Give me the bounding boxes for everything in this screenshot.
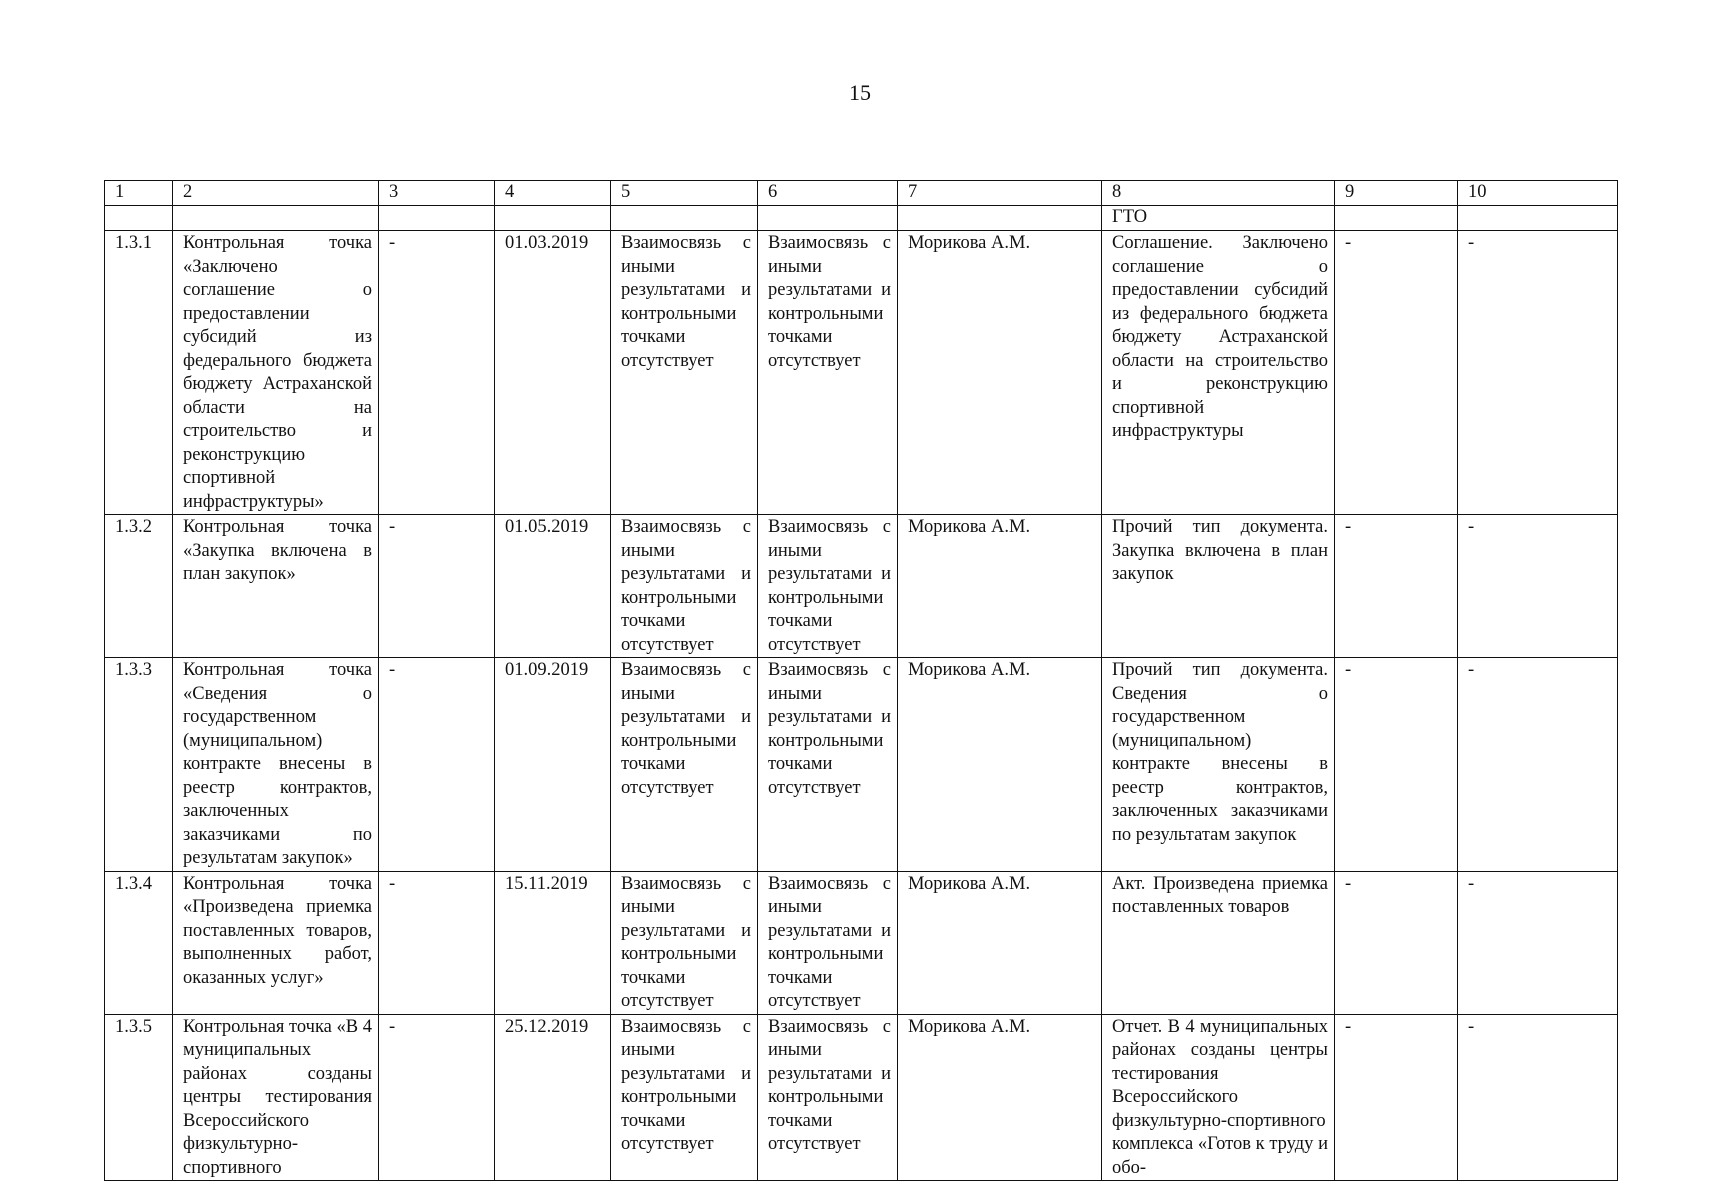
cell-col3: - [379,515,495,658]
cell-col9: - [1335,871,1458,1014]
relation-text: Взаимосвязь с иными результатами и контрольными точками отсутствует [611,871,758,1014]
column-number-7: 7 [898,181,1102,206]
relation-text-alt: Взаимосвязь с иными результатами и контрольными точками отсутствует [758,231,898,515]
control-point-date: 25.12.2019 [495,1014,611,1181]
row-id: 1.3.3 [105,658,173,872]
relation-text-alt: Взаимосвязь с иными результатами и контрольными точками отсутствует [758,1014,898,1181]
page-number: 15 [849,80,871,105]
column-number-10: 10 [1458,181,1618,206]
document-description: Отчет. В 4 муниципальных районах созданы центры тестирования Всероссийского физкультурно-спортивного комплекса «Готов к труду и обо- [1102,1014,1335,1181]
row-id: 1.3.1 [105,231,173,515]
column-number-4: 4 [495,181,611,206]
table-header-row [105,181,1618,206]
column-number-9: 9 [1335,181,1458,206]
control-point-name: Контрольная точка «Сведения о государственном (муниципальном) контракте внесены в реестр контрактов, заключенных заказчиками по результатам закупок» [173,658,379,872]
responsible-person: Морикова А.М. [898,1014,1102,1181]
control-point-date: 01.09.2019 [495,658,611,872]
cell-col3: - [379,871,495,1014]
document-description: Прочий тип документа. Сведения о государственном (муниципальном) контракте внесены в реестр контрактов, заключенных заказчиками по результатам закупок [1102,658,1335,872]
relation-text: Взаимосвязь с иными результатами и контрольными точками отсутствует [611,1014,758,1181]
cell-col10: - [1458,231,1618,515]
cell-col10: - [1458,515,1618,658]
column-number-2: 2 [173,181,379,206]
relation-text: Взаимосвязь с иными результатами и контрольными точками отсутствует [611,658,758,872]
table-row [105,231,1618,515]
continued-document-text: ГТО [1102,206,1335,231]
relation-text-alt: Взаимосвязь с иными результатами и контрольными точками отсутствует [758,871,898,1014]
relation-text-alt: Взаимосвязь с иными результатами и контрольными точками отсутствует [758,658,898,872]
column-number-1: 1 [105,181,173,206]
relation-text-alt: Взаимосвязь с иными результатами и контрольными точками отсутствует [758,515,898,658]
cell-col3: - [379,658,495,872]
responsible-person: Морикова А.М. [898,515,1102,658]
document-description: Прочий тип документа. Закупка включена в план закупок [1102,515,1335,658]
cell-col9: - [1335,231,1458,515]
cell-col3: - [379,1014,495,1181]
cell-col3: - [379,231,495,515]
responsible-person: Морикова А.М. [898,231,1102,515]
cell-col9: - [1335,515,1458,658]
control-point-date: 15.11.2019 [495,871,611,1014]
relation-text: Взаимосвязь с иными результатами и контрольными точками отсутствует [611,515,758,658]
responsible-person: Морикова А.М. [898,658,1102,872]
control-point-date: 01.05.2019 [495,515,611,658]
control-points-table [104,180,1618,1181]
control-point-name: Контрольная точка «В 4 муниципальных районах созданы центры тестирования Всероссийского физкультурно-спортивного [173,1014,379,1181]
column-number-5: 5 [611,181,758,206]
control-point-name: Контрольная точка «Произведена приемка поставленных товаров, выполненных работ, оказанных услуг» [173,871,379,1014]
row-id: 1.3.5 [105,1014,173,1181]
cell-col10: - [1458,871,1618,1014]
table-row [105,871,1618,1014]
responsible-person: Морикова А.М. [898,871,1102,1014]
column-number-8: 8 [1102,181,1335,206]
continuation-row [105,206,1618,231]
table-row [105,515,1618,658]
document-description: Соглашение. Заключено соглашение о предоставлении субсидий из федерального бюджета бюджету Астраханской области на строительство и реконструкцию спортивной инфраструктуры [1102,231,1335,515]
cell-col9: - [1335,658,1458,872]
table-row [105,658,1618,872]
cell-col10: - [1458,1014,1618,1181]
control-point-name: Контрольная точка «Закупка включена в план закупок» [173,515,379,658]
row-id: 1.3.4 [105,871,173,1014]
control-point-date: 01.03.2019 [495,231,611,515]
cell-col10: - [1458,658,1618,872]
column-number-6: 6 [758,181,898,206]
row-id: 1.3.2 [105,515,173,658]
column-number-3: 3 [379,181,495,206]
table-row [105,1014,1618,1181]
control-point-name: Контрольная точка «Заключено соглашение о предоставлении субсидий из федерального бюджета бюджету Астраханской области на строительство и реконструкцию спортивной инфраструктуры» [173,231,379,515]
cell-col9: - [1335,1014,1458,1181]
relation-text: Взаимосвязь с иными результатами и контрольными точками отсутствует [611,231,758,515]
document-description: Акт. Произведена приемка поставленных товаров [1102,871,1335,1014]
